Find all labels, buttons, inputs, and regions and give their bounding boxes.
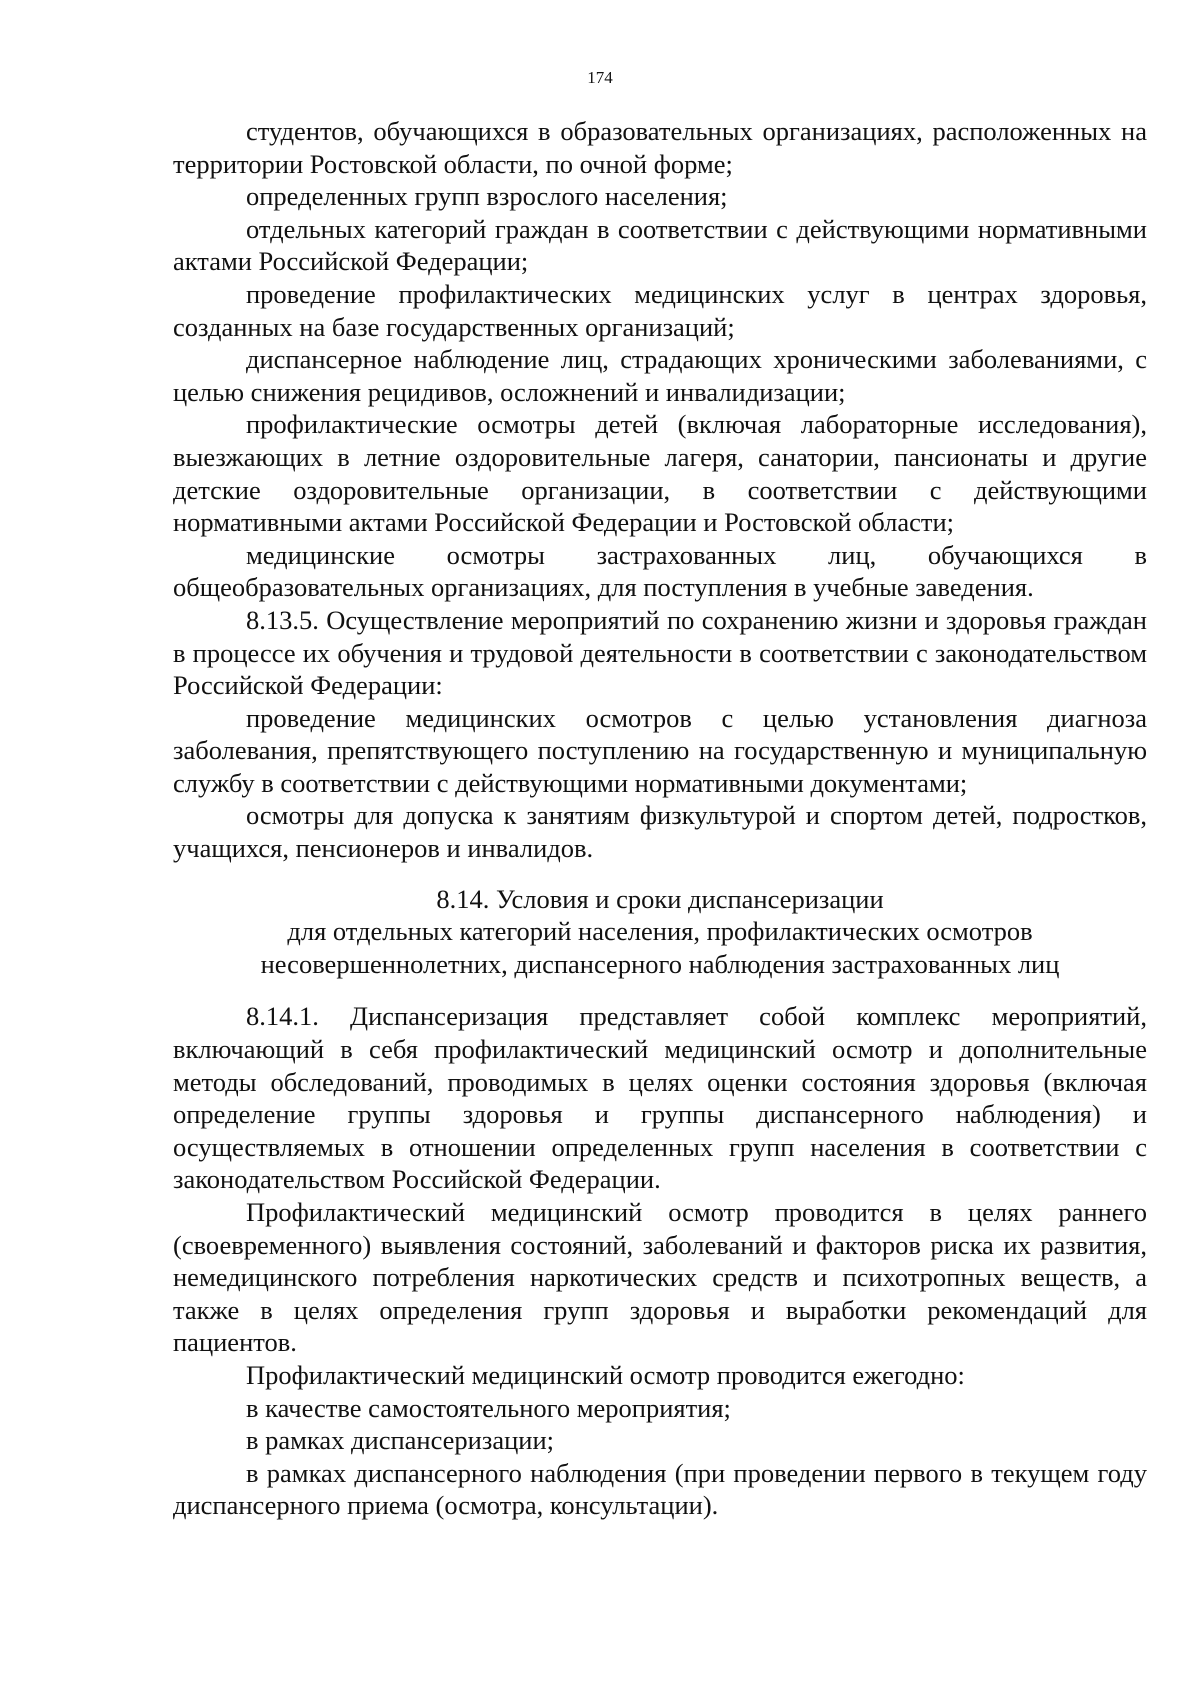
- list-item: в рамках диспансеризации;: [246, 1425, 554, 1456]
- section-paragraph-8-13-5: 8.13.5. Осуществление мероприятий по сохранению жизни и здоровья граждан в процессе их обучения и трудовой деятельности в соответствии с законодательством Российской Федерации:: [173, 604, 1147, 701]
- paragraph: Профилактический медицинский осмотр проводится в целях раннего (своевременного) выявления состояний, заболеваний и факторов риска их развития, немедицинского потребления наркотических средств и психотропных веществ, а также в целях определения групп здоровья и выработки рекомендаций для пациентов.: [173, 1197, 1147, 1358]
- paragraph: профилактические осмотры детей (включая лабораторные исследования), выезжающих в летние оздоровительные лагеря, санатории, пансионаты и другие детские оздоровительные организации, в соответствии с действующими нормативными актами Российской Федерации и Ростовской области;: [173, 409, 1147, 538]
- document-body: [173, 115, 1147, 1522]
- paragraph: медицинские осмотры застрахованных лиц, обучающихся в общеобразовательных организациях, для поступления в учебные заведения.: [173, 539, 1147, 603]
- paragraph: проведение профилактических медицинских услуг в центрах здоровья, созданных на базе государственных организаций;: [173, 278, 1147, 342]
- paragraph: студентов, обучающихся в образовательных организациях, расположенных на территории Ростовской области, по очной форме;: [173, 116, 1147, 179]
- section-heading-line: несовершеннолетних, диспансерного наблюдения застрахованных лиц: [260, 948, 1060, 979]
- paragraph: Профилактический медицинский осмотр проводится ежегодно:: [246, 1359, 965, 1390]
- paragraph: отдельных категорий граждан в соответствии с действующими нормативными актами Российской Федерации;: [173, 213, 1147, 277]
- section-heading-line: для отдельных категорий населения, профилактических осмотров: [287, 916, 1033, 947]
- section-heading-line: 8.14. Условия и сроки диспансеризации: [436, 883, 884, 914]
- page-number: 174: [587, 68, 613, 87]
- list-item: в рамках диспансерного наблюдения (при проведении первого в текущем году диспансерного приема (осмотра, консультации).: [173, 1457, 1147, 1521]
- paragraph: диспансерное наблюдение лиц, страдающих хроническими заболеваниями, с целью снижения рецидивов, осложнений и инвалидизации;: [173, 344, 1147, 407]
- paragraph: проведение медицинских осмотров с целью установления диагноза заболевания, препятствующего поступлению на государственную и муниципальную службу в соответствии с действующими нормативными документами;: [173, 702, 1147, 798]
- list-item: в качестве самостоятельного мероприятия;: [246, 1392, 731, 1423]
- paragraph: осмотры для допуска к занятиям физкультурой и спортом детей, подростков, учащихся, пенсионеров и инвалидов.: [173, 800, 1147, 864]
- section-heading: [173, 883, 1147, 981]
- paragraph: определенных групп взрослого населения;: [246, 181, 728, 212]
- section-paragraph-8-14-1: 8.14.1. Диспансеризация представляет собой комплекс мероприятий, включающий в себя профилактический медицинский осмотр и дополнительные методы обследований, проводимых в целях оценки состояния здоровья (включая определение группы здоровья и группы диспансерного наблюдения) и осуществляемых в отношении определенных групп населения в соответствии с законодательством Российской Федерации.: [173, 1001, 1147, 1195]
